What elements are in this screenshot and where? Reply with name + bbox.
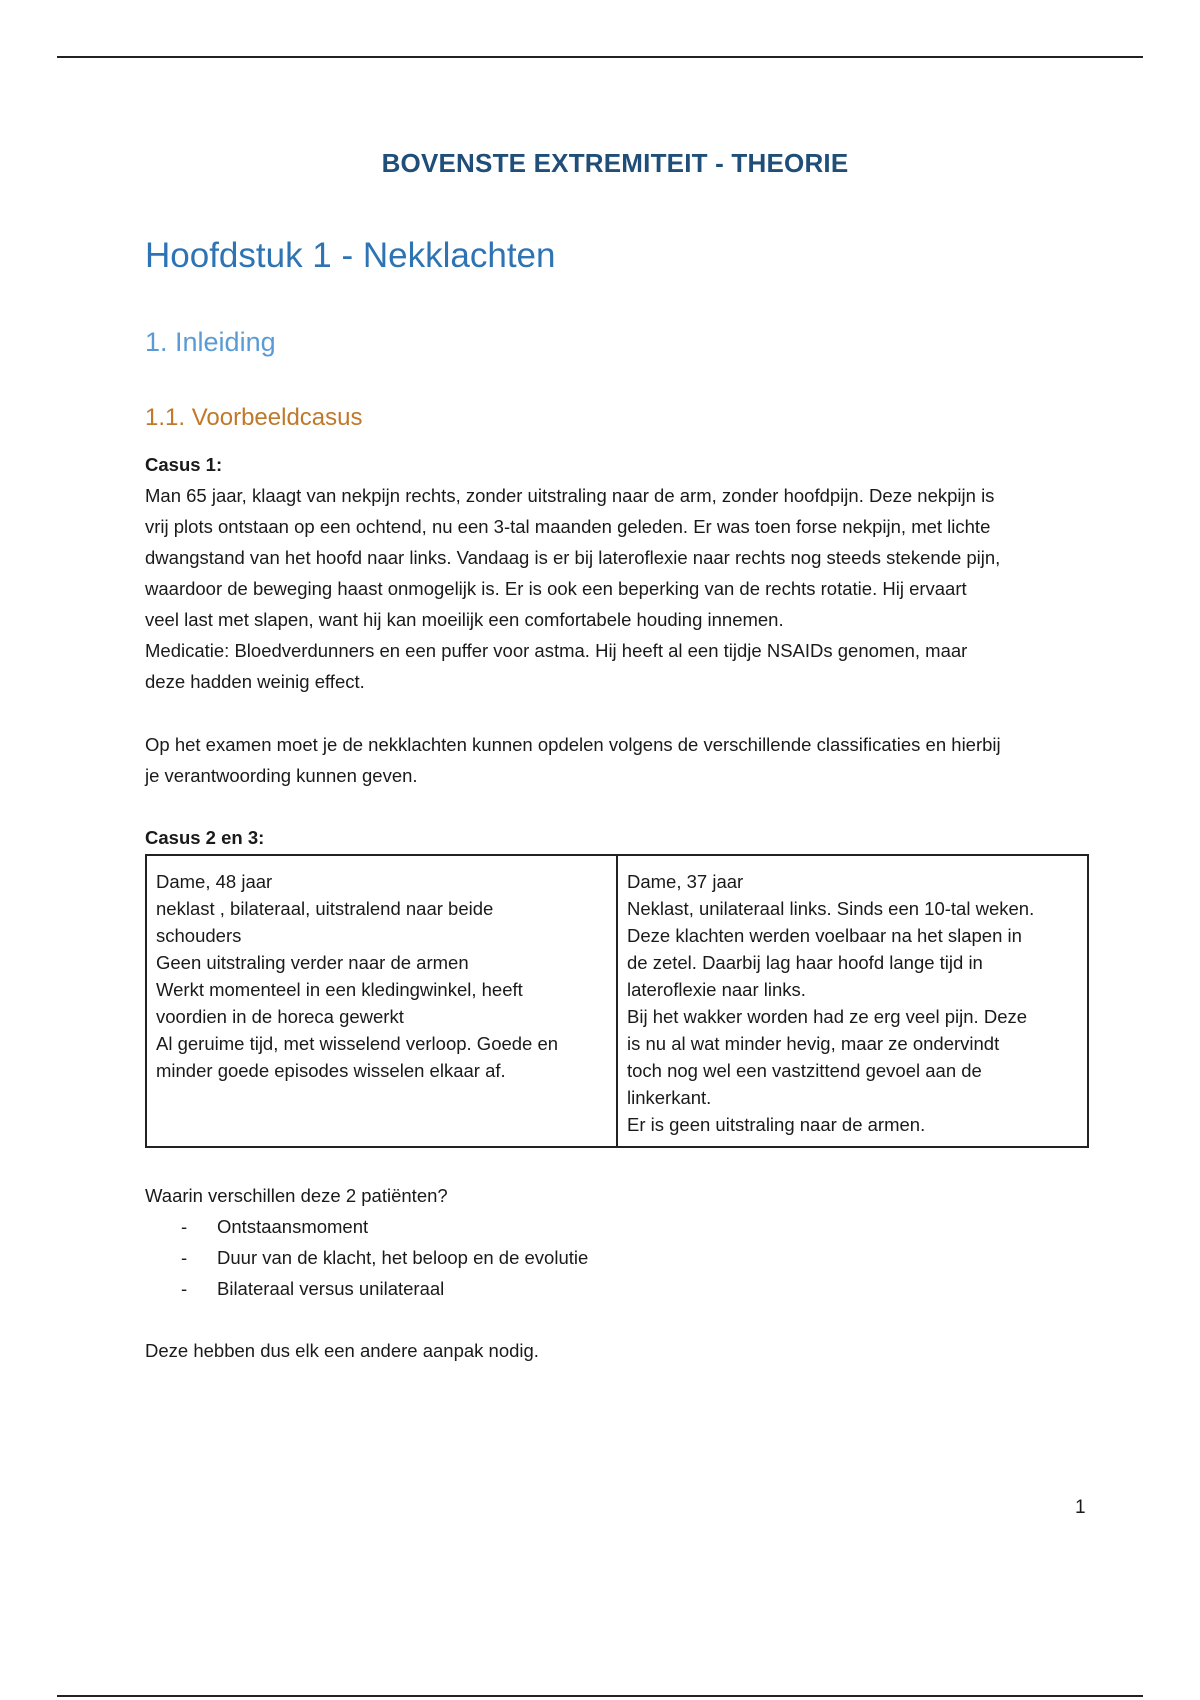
casus1-line: Medicatie: Bloedverdunners en een puffer voor astma. Hij heeft al een tijdje NSAIDs genomen, maar [145, 640, 968, 661]
casus-table [145, 854, 1089, 1148]
comparison-question: Waarin verschillen deze 2 patiënten? [145, 1185, 448, 1206]
exam-note-line: je verantwoording kunnen geven. [145, 765, 418, 786]
casus3-line: Er is geen uitstraling naar de armen. [627, 1114, 926, 1135]
casus3-line: linkerkant. [627, 1087, 712, 1108]
casus3-line: toch nog wel een vastzittend gevoel aan de [627, 1060, 982, 1081]
exam-note [145, 729, 1095, 791]
casus2-cell [146, 855, 617, 1147]
dash-bullet-icon: - [181, 1247, 188, 1268]
casus2-line: voordien in de horeca gewerkt [156, 1006, 404, 1027]
subsection-heading: 1.1. Voorbeeldcasus [145, 404, 363, 431]
casus1-line: dwangstand van het hoofd naar links. Vandaag is er bij lateroflexie naar rechts nog steeds stekende pijn, [145, 547, 1001, 568]
conclusion-text: Deze hebben dus elk een andere aanpak nodig. [145, 1340, 539, 1361]
casus2-line: minder goede episodes wisselen elkaar af. [156, 1060, 506, 1081]
casus3-line: Bij het wakker worden had ze erg veel pijn. Deze [627, 1006, 1028, 1027]
footer-rule [57, 1695, 1143, 1697]
casus2-line: Werkt momenteel in een kledingwinkel, heeft [156, 979, 523, 1000]
casus3-line: Deze klachten werden voelbaar na het slapen in [627, 925, 1022, 946]
dash-bullet-icon: - [181, 1216, 188, 1237]
casus2-line: Dame, 48 jaar [156, 871, 273, 892]
casus2-line: neklast , bilateraal, uitstralend naar beide [156, 898, 494, 919]
list-item-label: Duur van de klacht, het beloop en de evolutie [217, 1247, 589, 1268]
casus-table-row [146, 855, 1088, 1147]
casus2-line: schouders [156, 925, 242, 946]
casus1-line: Man 65 jaar, klaagt van nekpijn rechts, zonder uitstraling naar de arm, zonder hoofdpijn. Deze nekpijn is [145, 485, 995, 506]
casus3-cell [617, 855, 1088, 1147]
casus1-text [145, 480, 1095, 697]
casus23-label: Casus 2 en 3: [145, 827, 265, 848]
casus2-line: Geen uitstraling verder naar de armen [156, 952, 469, 973]
casus1-line: vrij plots ontstaan op een ochtend, nu een 3-tal maanden geleden. Er was toen forse nekpijn, met lichte [145, 516, 991, 537]
chapter-heading: Hoofdstuk 1 - Nekklachten [145, 236, 556, 275]
page-number: 1 [1075, 1497, 1086, 1518]
casus3-line: is nu al wat minder hevig, maar ze ondervindt [627, 1033, 1000, 1054]
casus1-line: deze hadden weinig effect. [145, 671, 365, 692]
casus1-line: veel last met slapen, want hij kan moeilijk een comfortabele houding innemen. [145, 609, 784, 630]
list-item [145, 1242, 588, 1273]
header-rule [57, 56, 1143, 58]
list-item [145, 1273, 588, 1304]
casus1-line: waardoor de beweging haast onmogelijk is. Er is ook een beperking van de rechts rotatie. Hij ervaart [145, 578, 967, 599]
casus3-line: Dame, 37 jaar [627, 871, 744, 892]
section-heading: 1. Inleiding [145, 327, 276, 357]
casus3-line: lateroflexie naar links. [627, 979, 806, 1000]
casus2-line: Al geruime tijd, met wisselend verloop. Goede en [156, 1033, 559, 1054]
list-item [145, 1211, 588, 1242]
casus3-line: de zetel. Daarbij lag haar hoofd lange tijd in [627, 952, 983, 973]
exam-note-line: Op het examen moet je de nekklachten kunnen opdelen volgens de verschillende classificaties en hierbij [145, 734, 1001, 755]
casus3-line: Neklast, unilateraal links. Sinds een 10-tal weken. [627, 898, 1035, 919]
casus1-label: Casus 1: [145, 454, 223, 475]
list-item-label: Ontstaansmoment [217, 1216, 369, 1237]
list-item-label: Bilateraal versus unilateraal [217, 1278, 445, 1299]
differences-list [145, 1211, 588, 1304]
document-title: BOVENSTE EXTREMITEIT - THEORIE [381, 148, 849, 178]
dash-bullet-icon: - [181, 1278, 188, 1299]
